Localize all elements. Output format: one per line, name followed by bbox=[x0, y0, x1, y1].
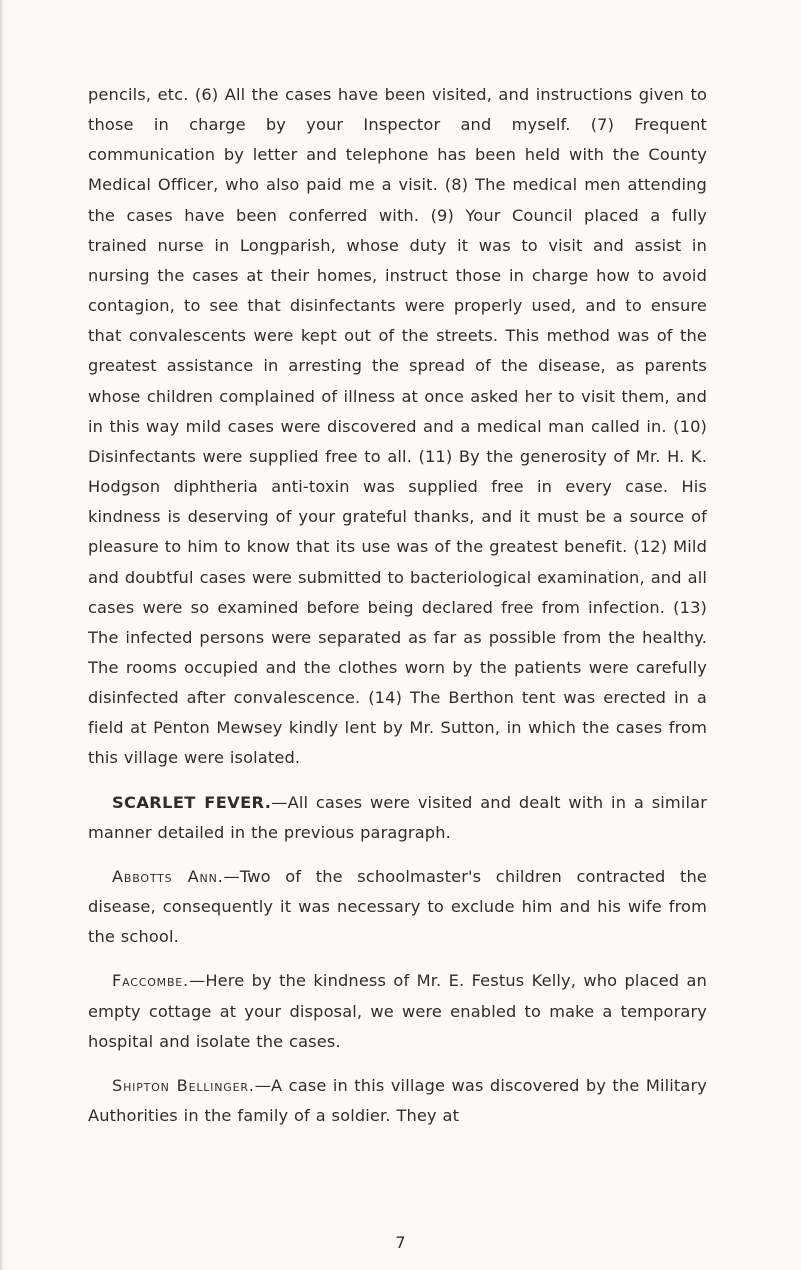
page-number: 7 bbox=[395, 1233, 406, 1252]
abbotts-ann-text: —Two of the schoolmaster's children contracted the disease, consequently it was necessary to exclude him and his wife from the school. bbox=[88, 866, 708, 947]
page-binding-edge bbox=[0, 0, 4, 1270]
abbotts-ann-heading: Abbotts Ann. bbox=[112, 866, 224, 886]
faccombe-text: —Here by the kindness of Mr. E. Festus Kelly, who placed an empty cottage at your disposal, we were enabled to make a temporary hospital and isolate the cases. bbox=[88, 971, 707, 1051]
paragraph-abbotts-ann bbox=[88, 862, 707, 952]
scarlet-fever-heading: SCARLET FEVER. bbox=[112, 792, 272, 812]
faccombe-heading: Faccombe. bbox=[112, 971, 189, 991]
paragraph-faccombe bbox=[88, 966, 707, 1056]
paragraph-scarlet-fever bbox=[88, 788, 707, 848]
paragraph-shipton-bellinger bbox=[88, 1071, 707, 1131]
shipton-bellinger-text: —A case in this village was discovered by the Military Authorities in the family of a soldier. They at bbox=[88, 1075, 707, 1125]
paragraph-measures-text: pencils, etc. (6) All the cases have been visited, and instructions given to those in charge by your Inspector and myself. (7) Frequent communication by letter and telephone has been held with the County Medical Officer, who also paid me a visit. (8) The medical men attending the cases have been conferred with. (9) Your Council placed a fully trained nurse in Longparish, whose duty it was to visit and assist in nursing the cases at their homes, instruct those in charge how to avoid contagion, to see that disinfectants were properly used, and to ensure that convalescents were kept out of the streets. This method was of the greatest assistance in arresting the spread of the disease, as parents whose children complained of illness at once asked her to visit them, and in this way mild cases were discovered and a medical man called in. (10) Disinfectants were supplied free to all. (11) By the generosity of Mr. H. K. Hodgson diphtheria anti-toxin was supplied free in every case. His kindness is deserving of your grateful thanks, and it must be a source of pleasure to him to know that its use was of the greatest benefit. (12) Mild and doubtful cases were submitted to bacteriological examination, and all cases were so examined before being declared free from infection. (13) The infected persons were separated as far as possible from the healthy. The rooms occupied and the clothes worn by the patients were carefully disinfected after convalescence. (14) The Berthon tent was erected in a field at Penton Mewsey kindly lent by Mr. Sutton, in which the cases from this village were isolated. bbox=[88, 85, 707, 768]
body-text bbox=[88, 80, 707, 1131]
scarlet-fever-text: —All cases were visited and dealt with in a similar manner detailed in the previous paragraph. bbox=[88, 792, 708, 842]
paragraph-measures-continued bbox=[88, 80, 707, 774]
shipton-bellinger-heading: Shipton Bellinger. bbox=[112, 1075, 255, 1095]
